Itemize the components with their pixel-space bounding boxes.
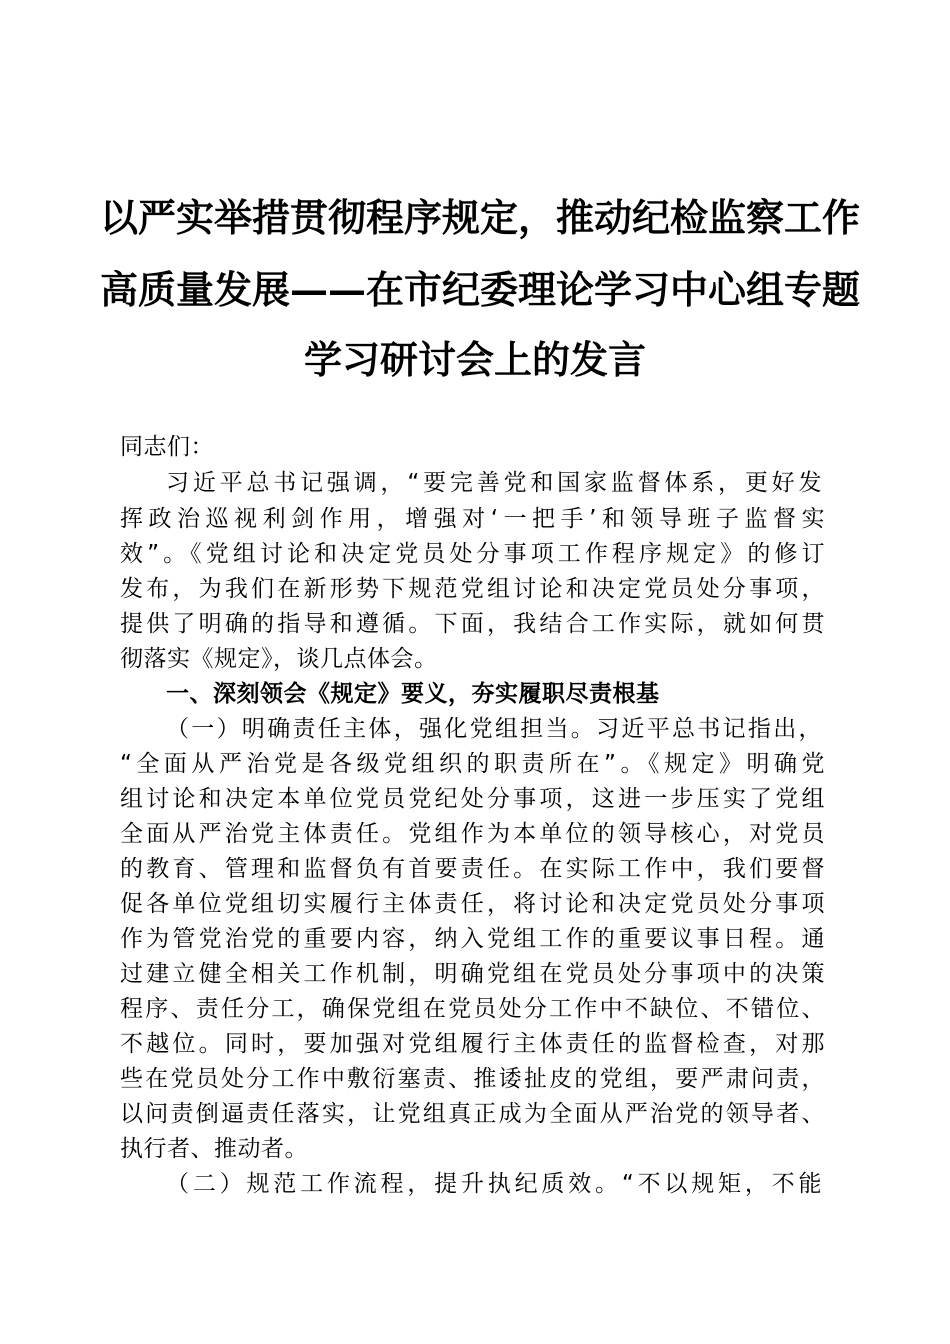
section-heading: 一、深刻领会《规定》要义，夯实履职尽责根基: [166, 681, 660, 707]
body-line: 不越位。同时，要加强对党组履行主体责任的监督检查，对那: [120, 1031, 825, 1057]
body-line: 促各单位党组切实履行主体责任，将讨论和决定党员处分事项: [120, 891, 825, 917]
intro-line: 发布，为我们在新形势下规范党组讨论和决定党员处分事项，: [120, 576, 825, 602]
body-line: 些在党员处分工作中敷衍塞责、推诿扯皮的党组，要严肃问责，: [120, 1066, 825, 1092]
salutation: 同志们：: [120, 434, 214, 460]
body-line: 以问责倒逼责任落实，让党组真正成为全面从严治党的领导者、: [120, 1101, 825, 1127]
body-line: “全面从严治党是各级党组织的职责所在”。《规定》明确党: [120, 751, 825, 777]
body-line: （一）明确责任主体，强化党组担当。习近平总书记指出，: [166, 716, 822, 742]
body-line: 执行者、推动者。: [120, 1136, 308, 1162]
document-title-line-3: 学习研讨会上的发言: [303, 337, 646, 382]
intro-line: 挥政治巡视利剑作用，增强对‘一把手’和领导班子监督实: [120, 506, 825, 532]
body-line: 作为管党治党的重要内容，纳入党组工作的重要议事日程。通: [120, 926, 825, 952]
intro-line: 彻落实《规定》，谈几点体会。: [120, 646, 438, 672]
body-line: 过建立健全相关工作机制，明确党组在党员处分事项中的决策: [120, 961, 825, 987]
intro-line: 提供了明确的指导和遵循。下面，我结合工作实际，就如何贯: [120, 611, 825, 637]
body-line: 全面从严治党主体责任。党组作为本单位的领导核心，对党员: [120, 821, 825, 847]
body-line: 组讨论和决定本单位党员党纪处分事项，这进一步压实了党组: [120, 786, 825, 812]
document-title-line-1: 以严实举措贯彻程序规定，推动纪检监察工作: [100, 195, 861, 240]
document-title-line-2: 高质量发展——在市纪委理论学习中心组专题: [100, 267, 861, 312]
body-line: （二）规范工作流程，提升执纪质效。“不以规矩，不能: [166, 1171, 822, 1197]
body-line: 程序、责任分工，确保党组在党员处分工作中不缺位、不错位、: [120, 996, 825, 1022]
intro-line: 效”。《党组讨论和决定党员处分事项工作程序规定》的修订: [120, 541, 825, 567]
intro-line: 习近平总书记强调，“要完善党和国家监督体系，更好发: [166, 470, 822, 496]
body-line: 的教育、管理和监督负有首要责任。在实际工作中，我们要督: [120, 856, 825, 882]
